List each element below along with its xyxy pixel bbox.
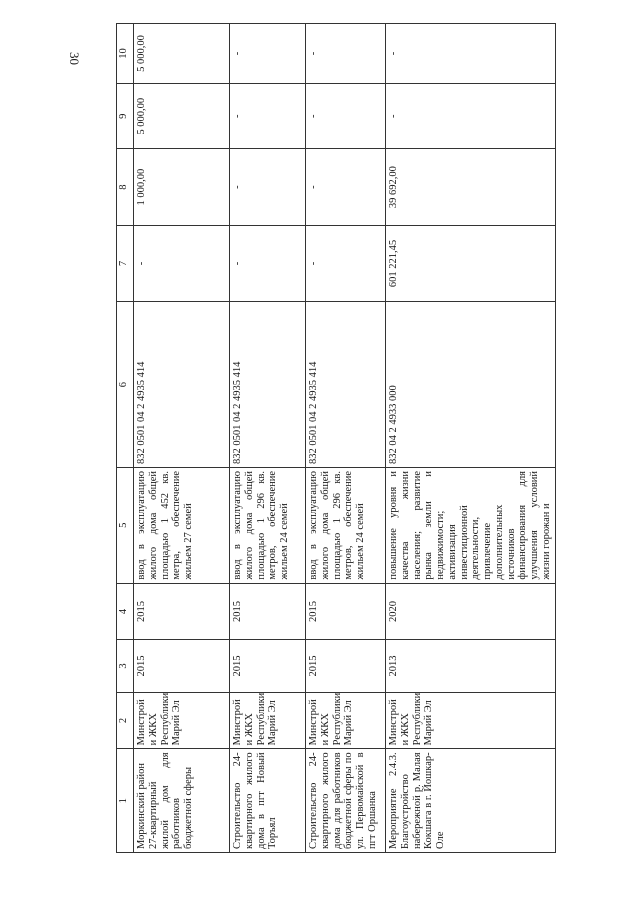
budget-code-cell: 832 0501 04 2 4935 414 — [306, 302, 386, 468]
header-col-7: 7 — [117, 225, 134, 301]
page-number: 30 — [67, 52, 82, 65]
end-year-cell: 2015 — [230, 583, 306, 640]
result-cell: ввод в эксплуатацию жилого дома общей площадью 1 296 кв. метров, обеспечение жильем 24 семей — [230, 467, 306, 583]
value-col-9-cell: - — [386, 84, 556, 149]
measure-name-cell: Мероприятие 2.4.3. Благоустройство набережной р. Малая Кокшага в г. Йошкар-Оле — [386, 749, 556, 853]
measure-name-cell: Строительство 24-квартирного жилого дома для работников бюджетной сферы по ул. Первомайской в пгт Оршанка — [306, 749, 386, 853]
budget-code-cell: 832 0501 04 2 4935 414 — [230, 302, 306, 468]
header-col-6: 6 — [117, 302, 134, 468]
value-col-8-cell: - — [306, 149, 386, 225]
header-col-3: 3 — [117, 640, 134, 692]
header-col-2: 2 — [117, 692, 134, 749]
header-col-1: 1 — [117, 749, 134, 853]
header-col-4: 4 — [117, 583, 134, 640]
executor-cell: Минстрой и ЖКХ Республики Марий Эл — [134, 692, 230, 749]
value-col-8-cell: 1 000,00 — [134, 149, 230, 225]
budget-code-cell: 832 0501 04 2 4935 414 — [134, 302, 230, 468]
header-col-8: 8 — [117, 149, 134, 225]
executor-cell: Минстрой и ЖКХ Республики Марий Эл — [230, 692, 306, 749]
table-row — [306, 24, 386, 853]
program-table — [116, 23, 556, 853]
header-col-5: 5 — [117, 467, 134, 583]
district-label: Моркинский район — [136, 763, 147, 849]
table-row — [134, 24, 230, 853]
result-cell: ввод в эксплуатацию жилого дома общей площадью 1 452 кв. метра, обеспечение жильем 27 семей — [134, 467, 230, 583]
header-col-9: 9 — [117, 84, 134, 149]
result-cell: ввод в эксплуатацию жилого дома общей площадью 1 296 кв. метров, обеспечение жильем 24 семей — [306, 467, 386, 583]
executor-cell: Минстрой и ЖКХ Республики Марий Эл — [306, 692, 386, 749]
value-col-7-cell: 601 221,45 — [386, 225, 556, 301]
table-header-row — [117, 24, 134, 853]
budget-code-cell: 832 04 2 4933 000 — [386, 302, 556, 468]
value-col-10-cell: - — [306, 24, 386, 84]
measure-name: 27-квартирный жилой дом для работников бюджетной сферы — [147, 752, 194, 849]
result-cell: повышение уровня и качества жизни населения; развитие рынка земли и недвижимости; активизация инвестиционной деятельности, привлечение дополнительных источников финансирования для улучшения условий жизни горожан и — [386, 467, 556, 583]
end-year-cell: 2015 — [134, 583, 230, 640]
header-col-10: 10 — [117, 24, 134, 84]
value-col-9-cell: 5 000,00 — [134, 84, 230, 149]
measure-name-cell — [134, 749, 230, 853]
end-year-cell: 2015 — [306, 583, 386, 640]
start-year-cell: 2015 — [230, 640, 306, 692]
value-col-10-cell: 5 000,00 — [134, 24, 230, 84]
measure-name-cell: Строительство 24-квартирного жилого дома в пгт Новый Торъял — [230, 749, 306, 853]
value-col-7-cell: - — [230, 225, 306, 301]
value-col-10-cell: - — [230, 24, 306, 84]
value-col-8-cell: - — [230, 149, 306, 225]
start-year-cell: 2015 — [134, 640, 230, 692]
value-col-8-cell: 39 692,00 — [386, 149, 556, 225]
executor-cell: Минстрой и ЖКХ Республики Марий Эл — [386, 692, 556, 749]
value-col-7-cell: - — [134, 225, 230, 301]
value-col-7-cell: - — [306, 225, 386, 301]
end-year-cell: 2020 — [386, 583, 556, 640]
start-year-cell: 2013 — [386, 640, 556, 692]
value-col-10-cell: - — [386, 24, 556, 84]
value-col-9-cell: - — [306, 84, 386, 149]
start-year-cell: 2015 — [306, 640, 386, 692]
table-row — [386, 24, 556, 853]
table-row — [230, 24, 306, 853]
value-col-9-cell: - — [230, 84, 306, 149]
document-sheet — [116, 23, 552, 853]
